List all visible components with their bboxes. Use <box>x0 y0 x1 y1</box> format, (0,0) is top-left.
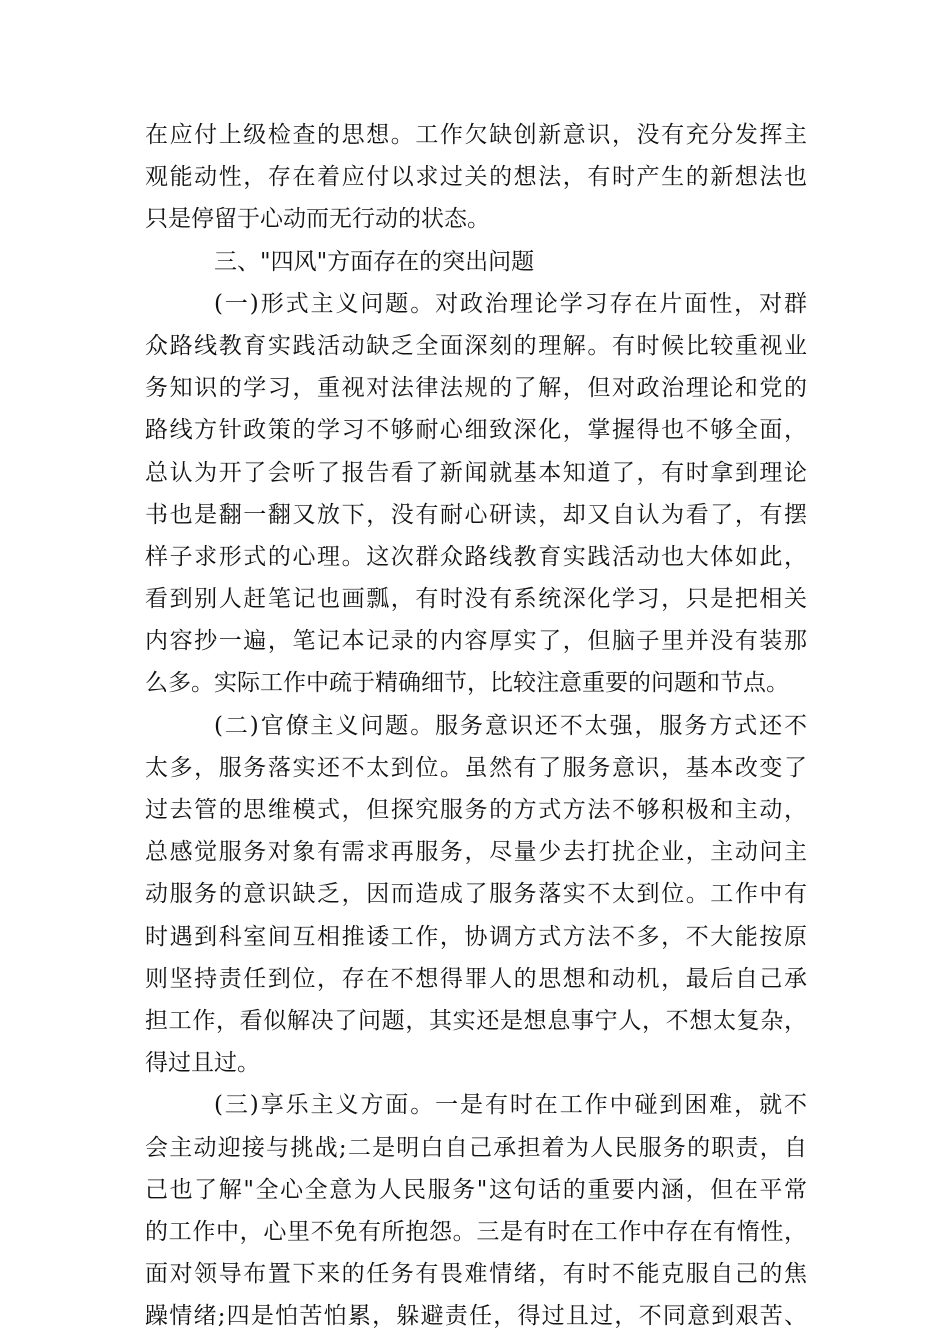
text-line: 担工作，看似解决了问题，其实还是想息事宁人，不想太复杂， <box>145 1007 807 1034</box>
document-body <box>145 114 807 1337</box>
text-line: 动服务的意识缺乏，因而造成了服务落实不太到位。工作中有 <box>145 881 807 908</box>
text-line: 只是停留于心动而无行动的状态。 <box>145 206 490 233</box>
text-line: 则坚持责任到位，存在不想得罪人的思想和动机，最后自己承 <box>145 965 807 992</box>
text-line: 过去管的思维模式，但探究服务的方式方法不够积极和主动， <box>145 797 807 823</box>
text-line: 总认为开了会听了报告看了新闻就基本知道了，有时拿到理论 <box>145 459 807 486</box>
text-line: 观能动性，存在着应付以求过关的想法，有时产生的新想法也 <box>145 164 807 191</box>
paragraph-hedonism <box>145 1084 807 1337</box>
text-line: 在应付上级检查的思想。工作欠缺创新意识，没有充分发挥主 <box>145 122 807 148</box>
text-line: 路线方针政策的学习不够耐心细致深化，掌握得也不够全面， <box>145 417 807 444</box>
paragraph-bureaucratism <box>145 705 807 1085</box>
text-line: 看到别人赶笔记也画瓢，有时没有系统深化学习，只是把相关 <box>145 586 807 613</box>
text-line: 太多，服务落实还不太到位。虽然有了服务意识，基本改变了 <box>145 754 807 781</box>
text-line: 总感觉服务对象有需求再服务，尽量少去打扰企业，主动问主 <box>145 839 807 866</box>
text-line: 己也了解"全心全意为人民服务"这句话的重要内涵，但在平常 <box>145 1176 807 1203</box>
text-line: 内容抄一遍，笔记本记录的内容厚实了，但脑子里并没有装那 <box>145 628 807 655</box>
text-line: 时遇到科室间互相推诿工作，协调方式方法不多，不大能按原 <box>145 923 807 950</box>
paragraph-formalism <box>145 283 807 705</box>
paragraph-intro <box>145 114 807 241</box>
text-line: (一)形式主义问题。对政治理论学习存在片面性，对群 <box>214 290 807 317</box>
text-line: 的工作中，心里不免有所抱怨。三是有时在工作中存在有惰性， <box>145 1218 807 1245</box>
text-line: 面对领导布置下来的任务有畏难情绪，有时不能克服自己的焦 <box>145 1261 807 1288</box>
text-line: 众路线教育实践活动缺乏全面深刻的理解。有时候比较重视业 <box>145 332 807 359</box>
text-line: 书也是翻一翻又放下，没有耐心研读，却又自认为看了，有摆 <box>145 501 807 528</box>
text-line: (三)享乐主义方面。一是有时在工作中碰到困难，就不 <box>214 1092 807 1119</box>
text-line: 务知识的学习，重视对法律法规的了解，但对政治理论和党的 <box>145 375 807 402</box>
text-line: (二)官僚主义问题。服务意识还不太强，服务方式还不 <box>214 712 807 739</box>
text-line: 躁情绪;四是怕苦怕累，躲避责任，得过且过，不同意到艰苦、 <box>145 1303 807 1330</box>
text-line: 会主动迎接与挑战;二是明白自己承担着为人民服务的职责，自 <box>145 1134 807 1161</box>
text-line: 样子求形式的心理。这次群众路线教育实践活动也大体如此， <box>145 543 807 570</box>
text-line: 么多。实际工作中疏于精确细节，比较注意重要的问题和节点。 <box>145 670 789 697</box>
section-heading: 三、"四风"方面存在的突出问题 <box>214 248 535 275</box>
text-line: 得过且过。 <box>145 1050 260 1077</box>
